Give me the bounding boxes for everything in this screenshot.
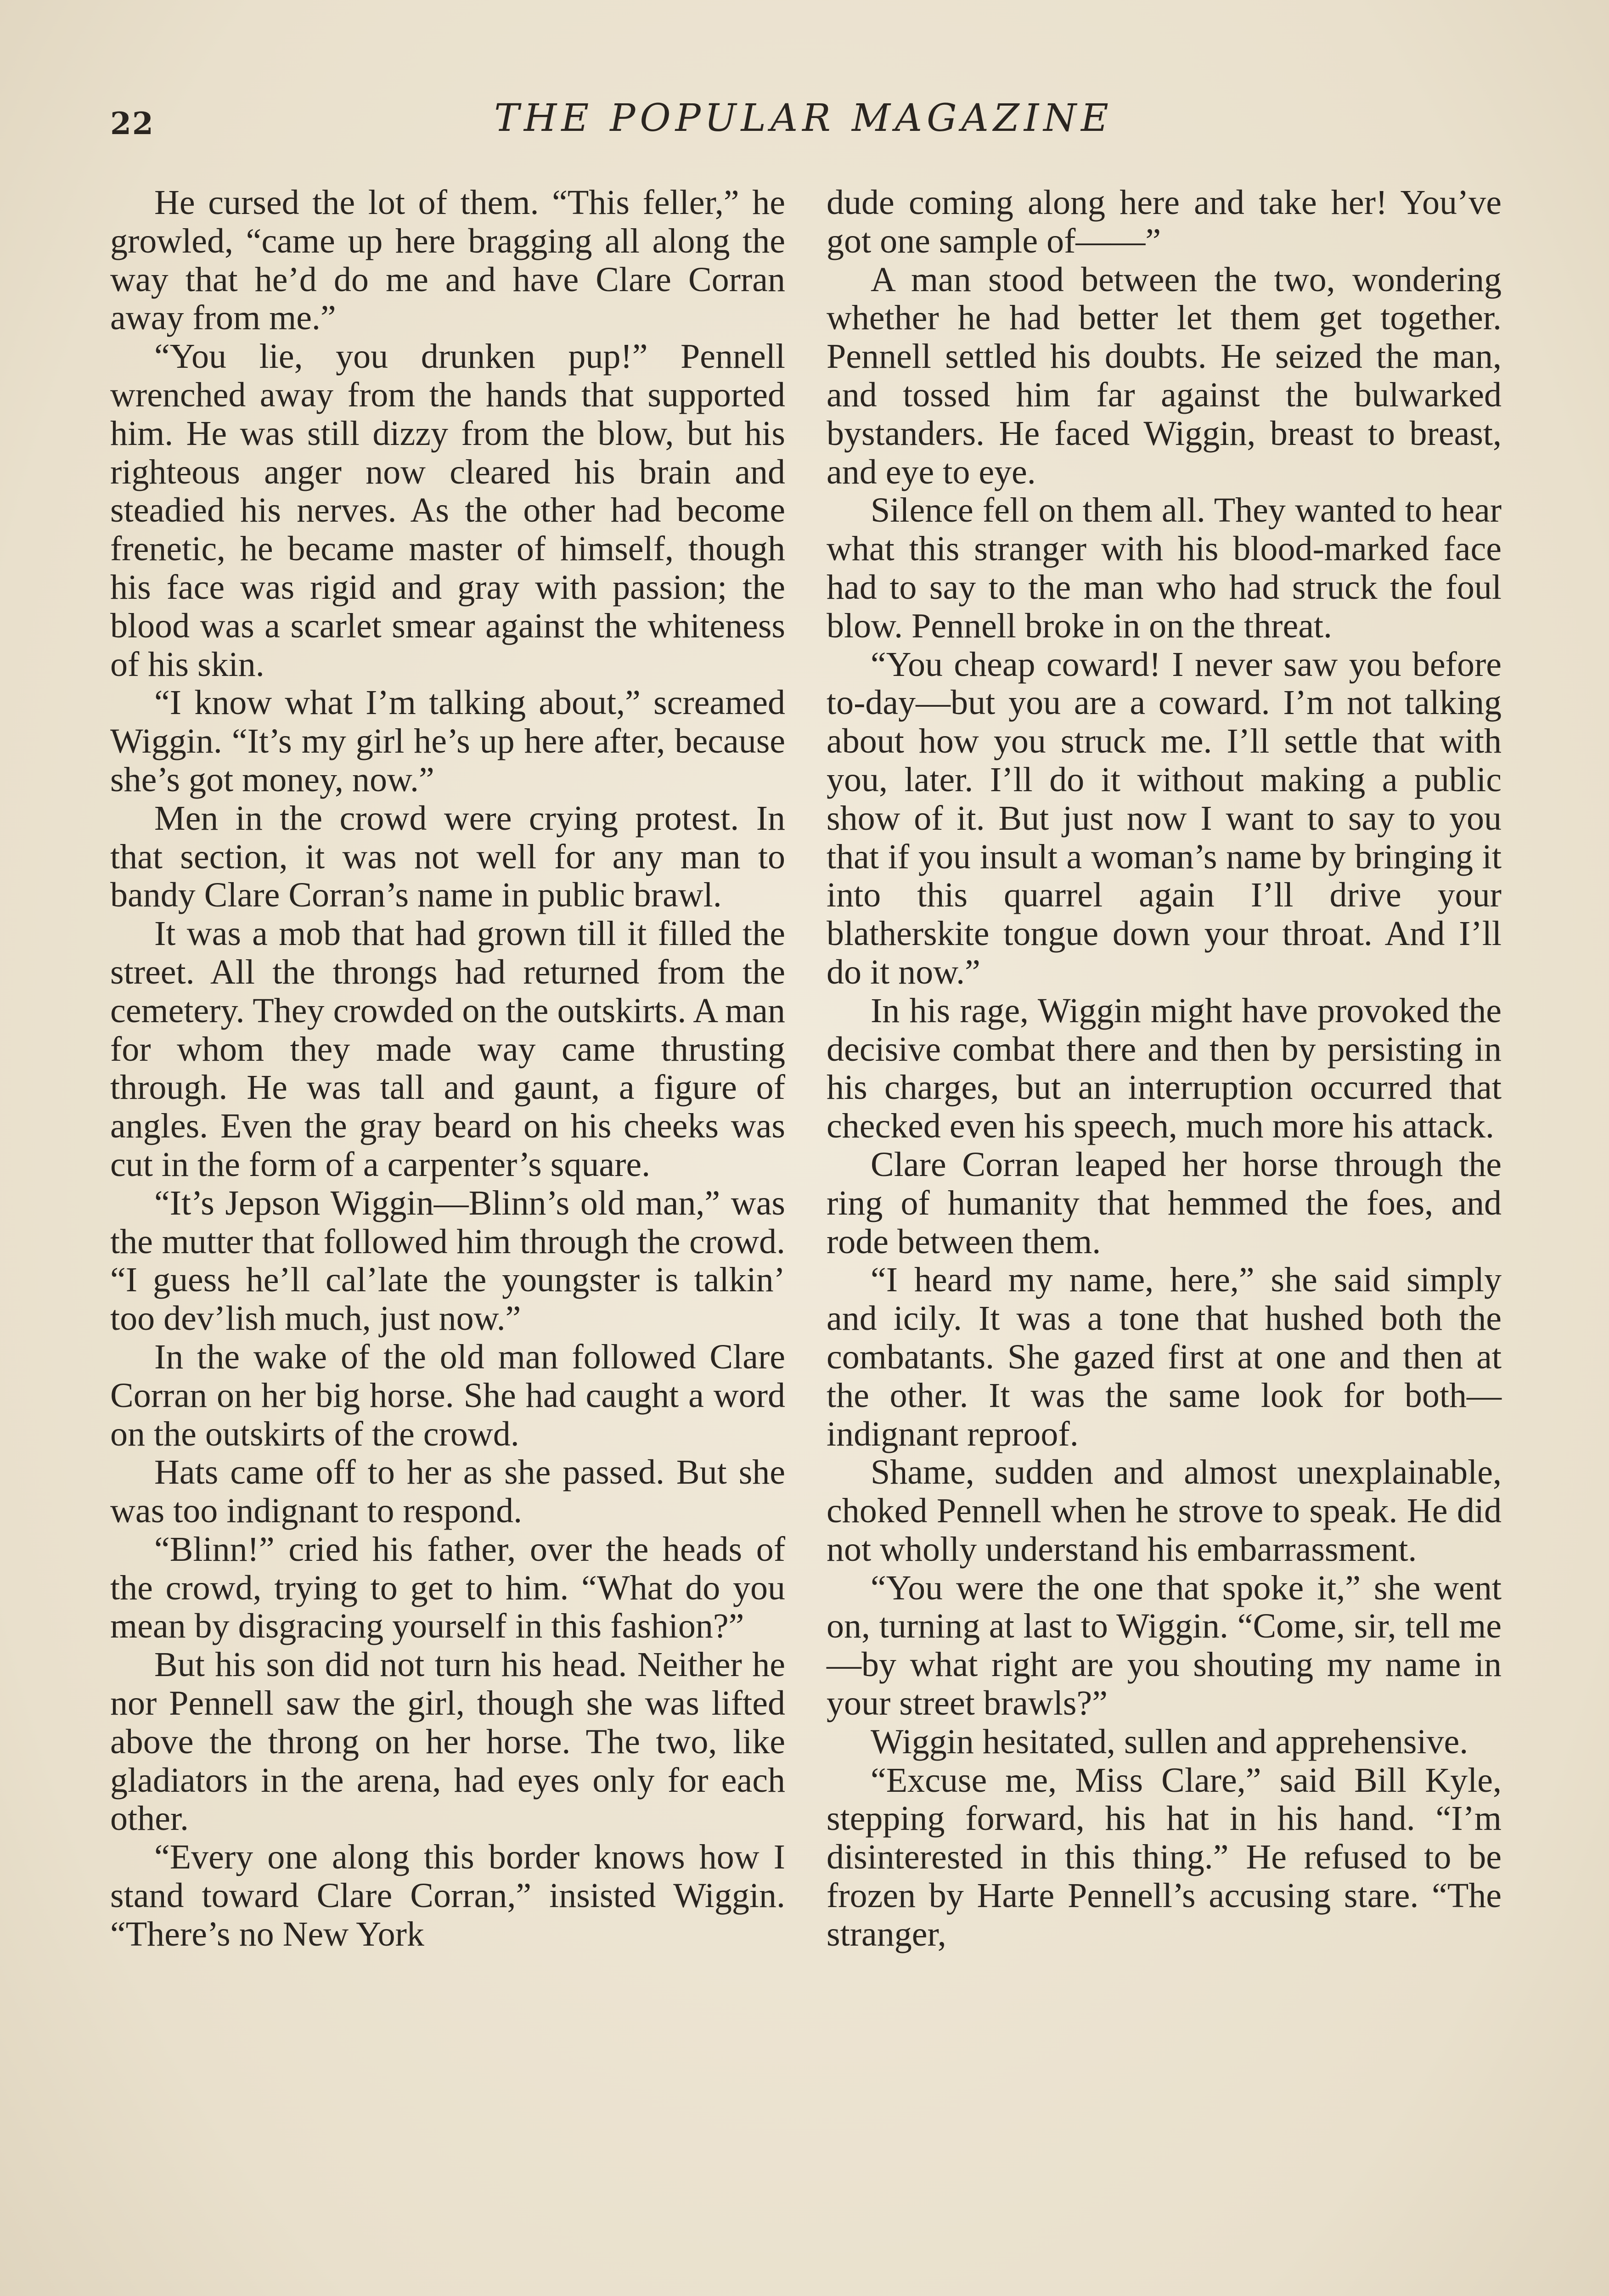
paragraph: In the wake of the old man followed Clare Corran on her big horse. She had caught a word on the outskirts of the crowd. bbox=[110, 1337, 785, 1453]
paragraph: He cursed the lot of them. “This feller,” he growled, “came up here bragging all along the way that he’d do me and have Clare Corran away from me.” bbox=[110, 183, 785, 338]
paragraph: “Every one along this border knows how I stand toward Clare Corran,” insisted Wiggin. “There’s no New York bbox=[110, 1838, 785, 1953]
paragraph: Wiggin hesitated, sullen and apprehensive. bbox=[871, 1722, 1468, 1761]
running-head: THE POPULAR MAGAZINE bbox=[494, 96, 1113, 140]
right-column bbox=[827, 184, 1502, 1954]
page-header bbox=[110, 92, 1497, 156]
paragraph: Shame, sudden and almost unexplainable, choked Pennell when he strove to speak. He did not wholly understand his embarrassment. bbox=[827, 1453, 1502, 1569]
paragraph: Hats came off to her as she passed. But she was too indignant to respond. bbox=[110, 1453, 785, 1531]
paragraph: Clare Corran leaped her horse through the ring of humanity that hemmed the foes, and rode between them. bbox=[827, 1145, 1502, 1261]
paragraph: “Excuse me, Miss Clare,” said Bill Kyle, stepping forward, his hat in his hand. “I’m disinterested in this thing.” He refused to be frozen by Harte Pennell’s accusing stare. “The stranger, bbox=[827, 1761, 1502, 1953]
paragraph: Men in the crowd were crying protest. In that section, it was not well for any man to bandy Clare Corran’s name in public brawl. bbox=[110, 799, 785, 915]
paragraph: “I know what I’m talking about,” screamed Wiggin. “It’s my girl he’s up here after, because she’s got money, now.” bbox=[110, 683, 785, 799]
paragraph: “I heard my name, here,” she said simply and icily. It was a tone that hushed both the combatants. She gazed first at one and then at the other. It was the same look for both—indignant reproof. bbox=[827, 1261, 1502, 1453]
paragraph: Silence fell on them all. They wanted to hear what this stranger with his blood-marked face had to say to the man who had struck the foul blow. Pennell broke in on the threat. bbox=[827, 491, 1502, 645]
paragraph: A man stood between the two, wondering whether he had better let them get together. Pennell settled his doubts. He seized the man, and tossed him far against the bulwarked bystanders. He faced Wiggin, breast to breast, and eye to eye. bbox=[827, 260, 1502, 491]
paragraph: It was a mob that had grown till it filled the street. All the throngs had returned from the cemetery. They crowded on the outskirts. A man for whom they made way came thrusting through. He was tall and gaunt, a figure of angles. Even the gray beard on his cheeks was cut in the form of a carpenter’s square. bbox=[110, 914, 785, 1184]
paragraph-continuation: dude coming along here and take her! You’ve got one sample of——” bbox=[827, 183, 1502, 260]
paragraph: “Blinn!” cried his father, over the heads of the crowd, trying to get to him. “What do you mean by disgracing yourself in this fashion?” bbox=[110, 1530, 785, 1646]
left-column bbox=[110, 184, 785, 1954]
paragraph: “It’s Jepson Wiggin—Blinn’s old man,” was the mutter that followed him through the crowd. “I guess he’ll cal’late the youngster is talkin’ too dev’lish much, just now.” bbox=[110, 1183, 785, 1338]
paragraph: In his rage, Wiggin might have provoked the decisive combat there and then by persisting in his charges, but an interruption occurred that checked even his speech, much more his attack. bbox=[827, 991, 1502, 1146]
paragraph: “You were the one that spoke it,” she went on, turning at last to Wiggin. “Come, sir, tell me—by what right are you shouting my name in your street brawls?” bbox=[827, 1568, 1502, 1723]
page-number: 22 bbox=[110, 106, 154, 141]
paragraph: But his son did not turn his head. Neither he nor Pennell saw the girl, though she was lifted above the throng on her horse. The two, like gladiators in the arena, had eyes only for each other. bbox=[110, 1645, 785, 1838]
paragraph: “You lie, you drunken pup!” Pennell wrenched away from the hands that supported him. He was still dizzy from the blow, but his righteous anger now cleared his brain and steadied his nerves. As the other had become frenetic, he became master of himself, though his face was rigid and gray with passion; the blood was a scarlet smear against the whiteness of his skin. bbox=[110, 337, 785, 684]
paragraph: “You cheap coward! I never saw you before to-day—but you are a coward. I’m not talking about how you struck me. I’ll settle that with you, later. I’ll do it without making a public show of it. But just now I want to say to you that if you insult a woman’s name by bringing it into this quarrel again I’ll drive your blatherskite tongue down your throat. And I’ll do it now.” bbox=[827, 645, 1502, 991]
